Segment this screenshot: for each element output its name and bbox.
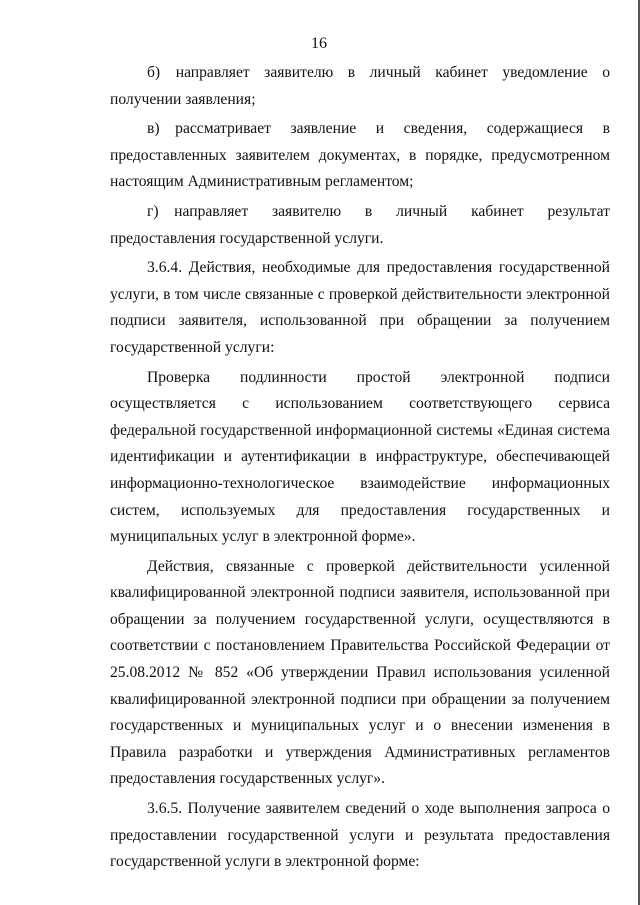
page-number: 16 bbox=[311, 35, 327, 52]
document-body bbox=[110, 60, 610, 876]
paragraph-item-b: б) направляет заявителю в личный кабинет уведомление о получении заявления; bbox=[110, 64, 610, 108]
paragraph-item-v: в) рассматривает заявление и сведения, содержащиеся в предоставленных заявителем документах, в порядке, предусмотренном настоящим Административным регламентом; bbox=[110, 120, 610, 191]
paragraph-item-g: г) направляет заявителю в личный кабинет результат предоставления государственной услуги. bbox=[110, 202, 610, 247]
paragraph-simple-signature-check: Проверка подлинности простой электронной подписи осуществляется с использованием соответствующего сервиса федеральной государственной информационной системы «Единая система идентификации и аутентификации в инфраструктуре, обеспечивающей информационно-технологическое взаимодействие информационных систем, используемых для предоставления государственных и муниципальных услуг в электронной форме». bbox=[110, 368, 610, 546]
paragraph-qualified-signature-check: Действия, связанные с проверкой действительности усиленной квалифицированной электронной подписи заявителя, использованной при обращении за получением государственной услуги, осуществляются в соответствии с постановлением Правительства Российской Федерации от 25.08.2012 № 852 «Об утверждении Правил использования усиленной квалифицированной электронной подписи при обращении за получением государственных и муниципальных услуг и о внесении изменения в Правила разработки и утверждения Административных регламентов предоставления государственных услуг». bbox=[110, 557, 610, 788]
paragraph-section-3-6-5: 3.6.5. Получение заявителем сведений о ходе выполнения запроса о предоставлении государственной услуги и результата предоставления государственной услуги в электронной форме: bbox=[110, 800, 610, 871]
paragraph-section-3-6-4: 3.6.4. Действия, необходимые для предоставления государственной услуги, в том числе связанные с проверкой действительности электронной подписи заявителя, использованной при обращении за получением государственной услуги: bbox=[110, 259, 610, 356]
